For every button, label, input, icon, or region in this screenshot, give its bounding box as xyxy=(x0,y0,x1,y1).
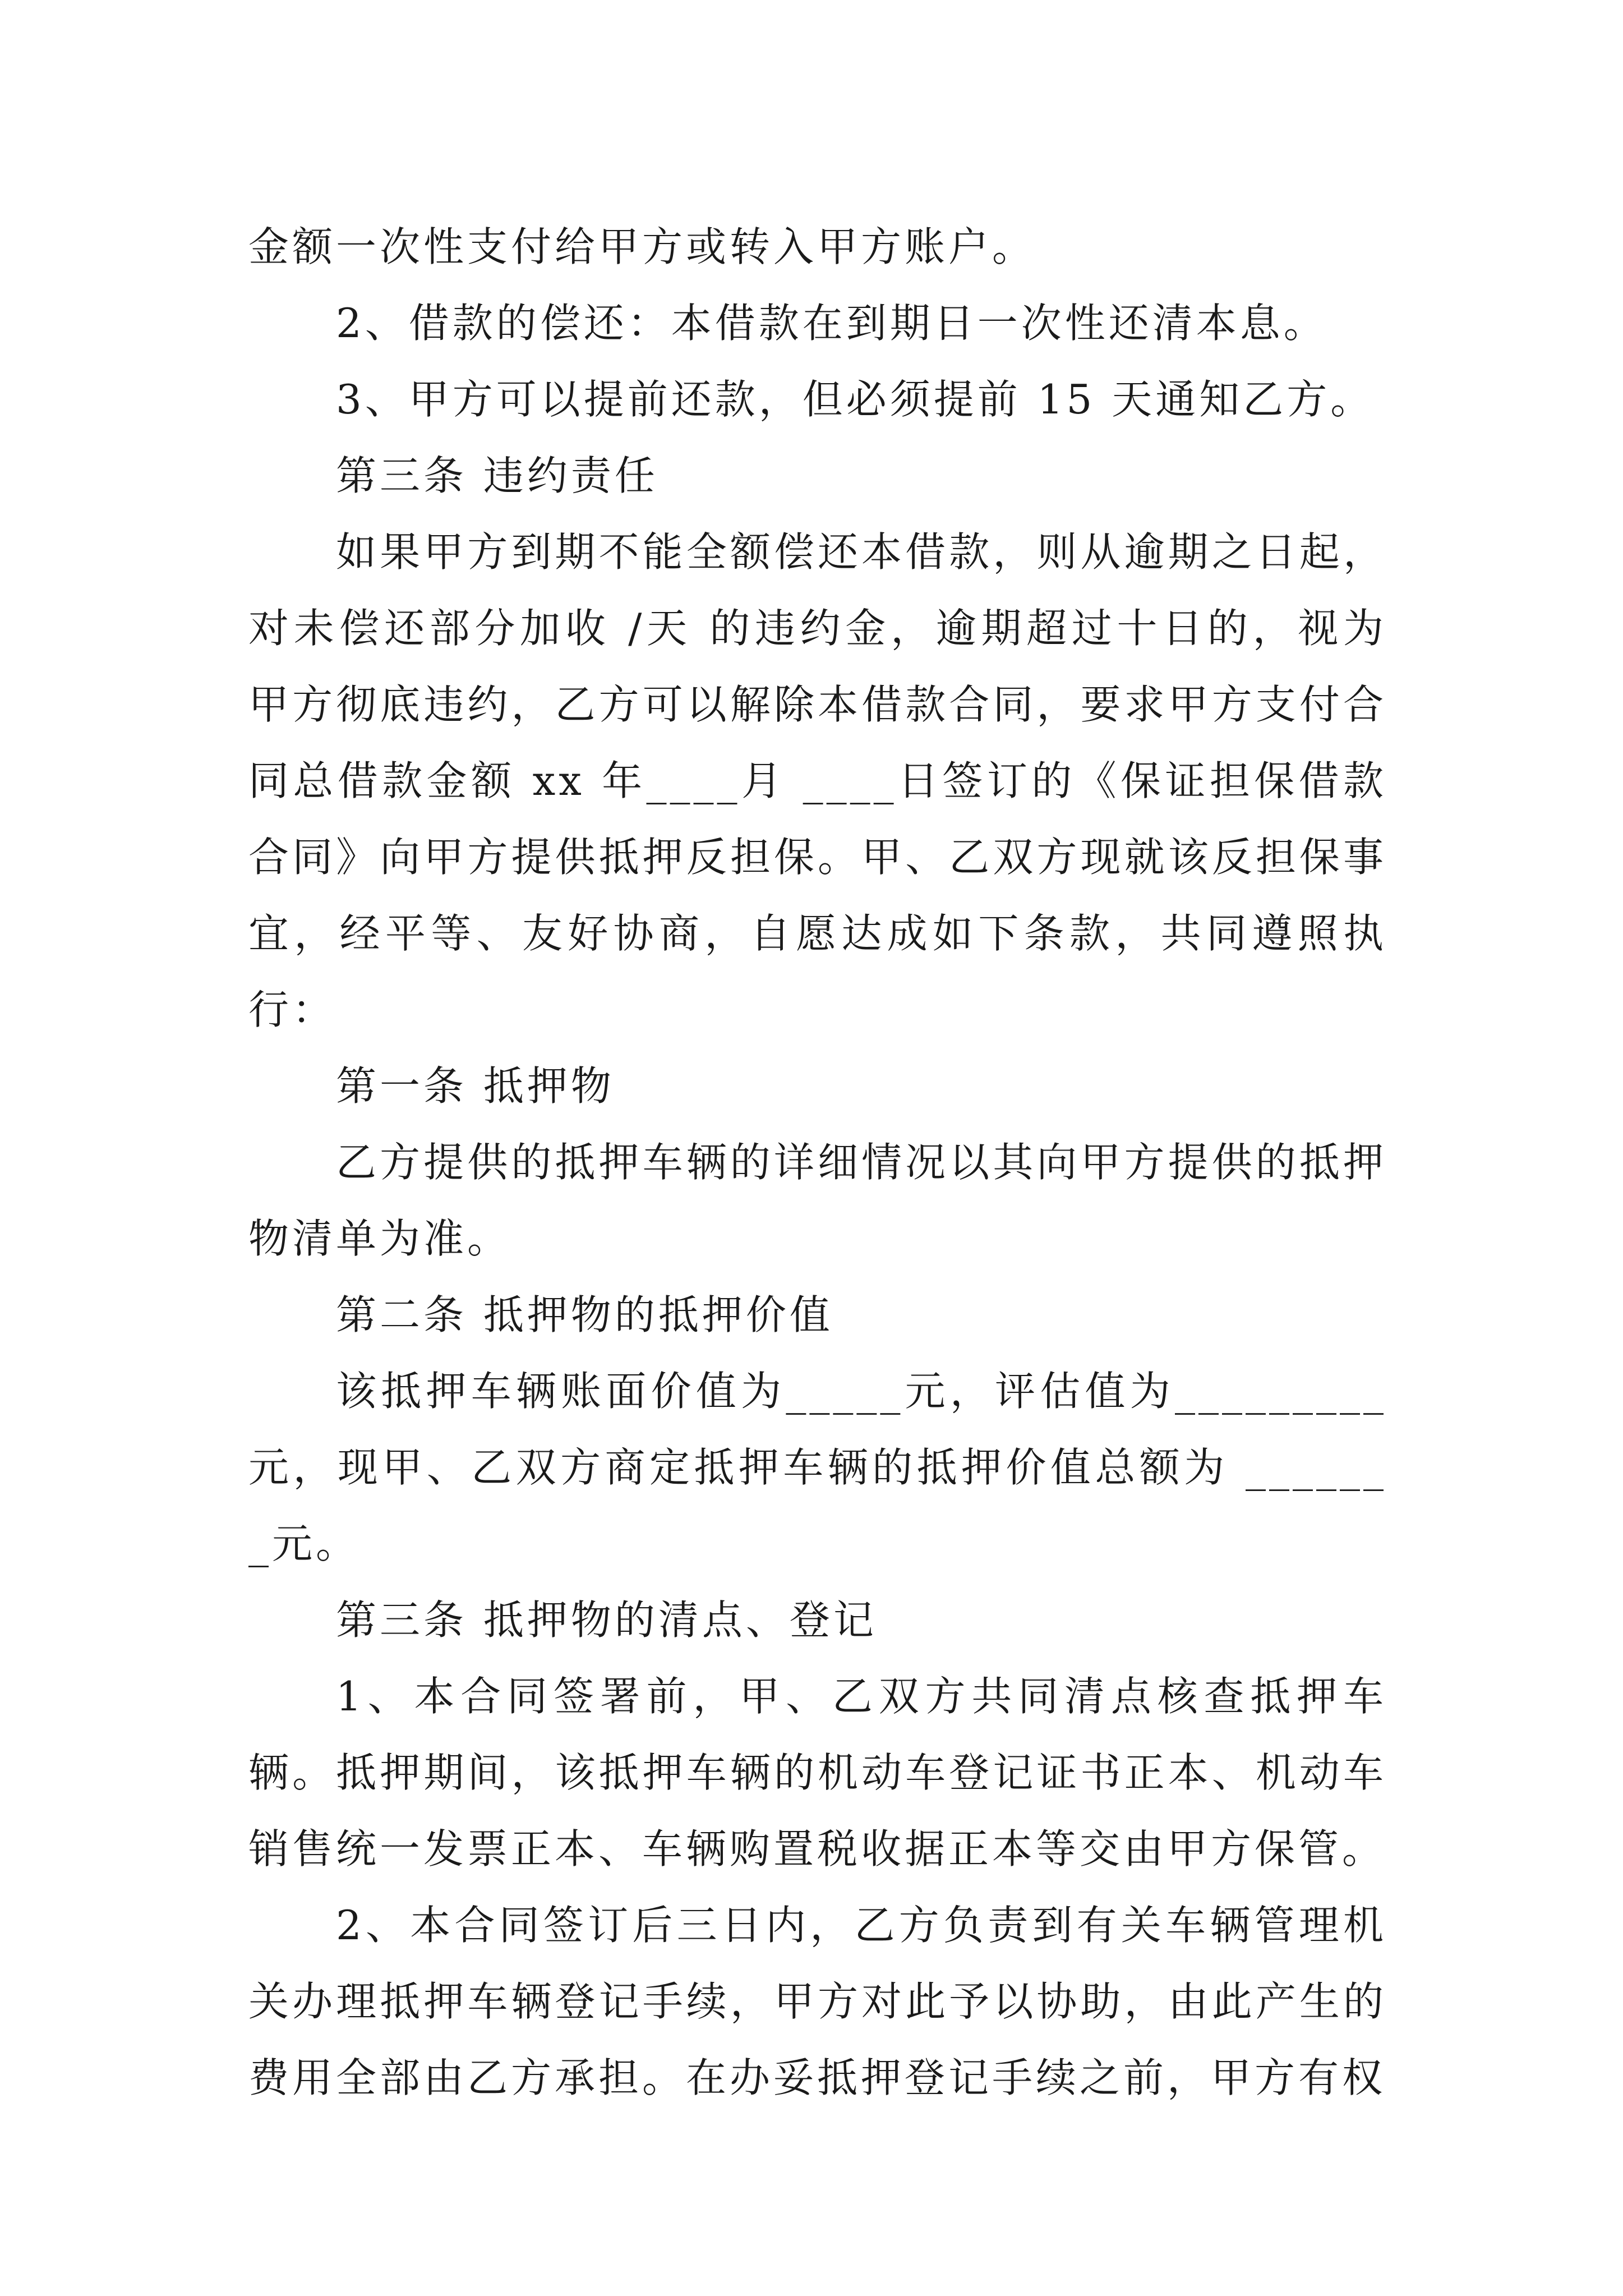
paragraph-early-repayment: 3、甲方可以提前还款，但必须提前 15 天通知乙方。 xyxy=(336,376,1375,423)
paragraph-breach-terms: 如果甲方到期不能全额偿还本借款，则从逾期之日起，对未偿还部分加收 /天 的违约金，逾期超过十日的，视为甲方彻底违约，乙方可以解除本借款合同，要求甲方支付合同总借款金额 xx 年____月 ____日签订的《保证担保借款合同》向甲方提供抵押反担保。甲、乙双方现就该反担保事宜，经平等、友好协商，自愿达成如下条款，共同遵照执行： xyxy=(248,528,1387,1033)
paragraph-registration: 2、本合同签订后三日内，乙方负责到有关车辆管理机关办理抵押车辆登记手续，甲方对此予以协助，由此产生的费用全部由乙方承担。在办妥抵押登记手续之前，甲方有权 xyxy=(248,1902,1387,2101)
paragraph-collateral-value: 该抵押车辆账面价值为_____元，评估值为_________元，现甲、乙双方商定抵押车辆的抵押价值总额为 _______元。 xyxy=(248,1368,1387,1567)
paragraph-repayment: 2、借款的偿还：本借款在到期日一次性还清本息。 xyxy=(336,300,1327,347)
heading-article-1-collateral: 第一条 抵押物 xyxy=(336,1062,615,1110)
document-body xyxy=(248,209,1387,2116)
heading-article-3-inventory: 第三条 抵押物的清点、登记 xyxy=(336,1596,877,1644)
heading-article-3-breach: 第三条 违约责任 xyxy=(336,452,658,499)
paragraph-payment-transfer: 金额一次性支付给甲方或转入甲方账户。 xyxy=(248,223,1036,270)
paragraph-inventory-check: 1、本合同签署前，甲、乙双方共同清点核查抵押车辆。抵押期间，该抵押车辆的机动车登记证书正本、机动车销售统一发票正本、车辆购置税收据正本等交由甲方保管。 xyxy=(248,1673,1387,1872)
heading-article-2-collateral-value: 第二条 抵押物的抵押价值 xyxy=(336,1291,833,1338)
paragraph-collateral-details: 乙方提供的抵押车辆的详细情况以其向甲方提供的抵押物清单为准。 xyxy=(248,1139,1387,1262)
